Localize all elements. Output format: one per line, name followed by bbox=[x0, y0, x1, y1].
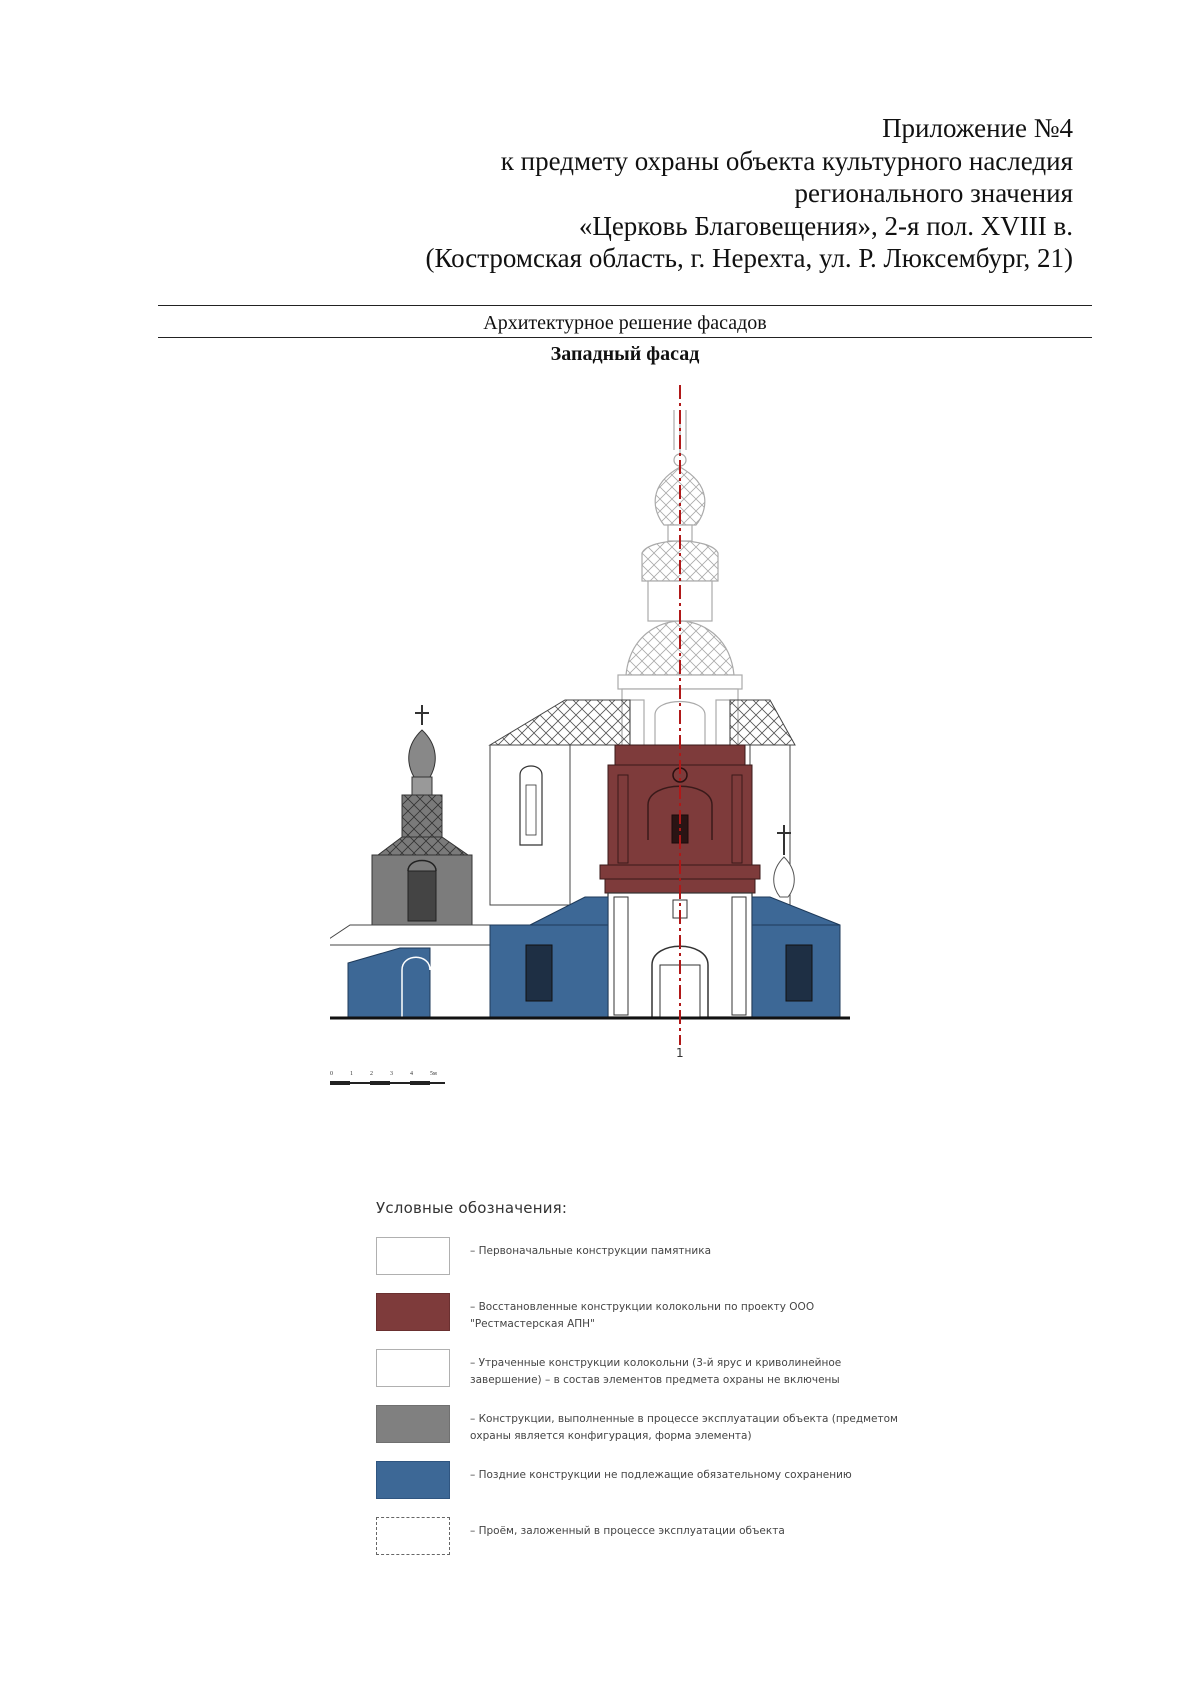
axis-label: 1 bbox=[676, 1046, 684, 1060]
scale-tick: 5м bbox=[430, 1071, 437, 1077]
facade-title: Западный фасад bbox=[550, 343, 700, 365]
facade-drawing bbox=[330, 385, 930, 1145]
scale-tick: 1 bbox=[350, 1071, 353, 1077]
legend bbox=[300, 1175, 940, 1575]
bottom-rule bbox=[158, 337, 1092, 338]
legend-text: – Проём, заложенный в процессе эксплуатации объекта bbox=[470, 1525, 785, 1537]
legend-text: – Первоначальные конструкции памятника bbox=[470, 1245, 712, 1257]
legend-item bbox=[376, 1461, 936, 1501]
legend-text: – Поздние конструкции не подлежащие обязательному сохранению bbox=[470, 1469, 852, 1481]
document-header bbox=[425, 112, 1073, 275]
top-rule bbox=[158, 305, 1092, 306]
legend-swatch-dashed bbox=[376, 1517, 450, 1555]
header-line: к предмету охраны объекта культурного наследия bbox=[500, 145, 1073, 176]
scale-tick: 4 bbox=[410, 1071, 413, 1077]
legend-item bbox=[376, 1293, 936, 1333]
legend-text: – Утраченные конструкции колокольни (3-й ярус и криволинейное завершение) – в состав элементов предмета охраны не включены bbox=[470, 1357, 842, 1386]
scale-bar bbox=[330, 1071, 445, 1085]
legend-swatch bbox=[376, 1293, 450, 1331]
header-line: регионального значения bbox=[794, 178, 1073, 208]
legend-item bbox=[376, 1405, 936, 1445]
legend-swatch bbox=[376, 1237, 450, 1275]
header-line: (Костромская область, г. Нерехта, ул. Р. Люксембург, 21) bbox=[425, 243, 1073, 273]
header-line: «Церковь Благовещения», 2-я пол. XVIII в. bbox=[578, 210, 1073, 241]
legend-item bbox=[376, 1349, 936, 1389]
legend-text: – Восстановленные конструкции колокольни по проекту ООО "Рестмастерская АПН" bbox=[470, 1301, 815, 1330]
legend-swatch bbox=[376, 1461, 450, 1499]
scale-tick: 0 bbox=[330, 1071, 333, 1077]
section-title: Архитектурное решение фасадов bbox=[483, 312, 767, 334]
legend-text: – Конструкции, выполненные в процессе эксплуатации объекта (предметом охраны является конфигурация, форма элемента) bbox=[470, 1413, 898, 1442]
gray-chapel bbox=[372, 705, 472, 925]
legend-item bbox=[376, 1517, 936, 1557]
main-roof bbox=[490, 700, 630, 745]
legend-swatch bbox=[376, 1405, 450, 1443]
legend-title: Условные обозначения: bbox=[376, 1199, 568, 1217]
legend-item bbox=[376, 1237, 936, 1277]
legend-swatch bbox=[376, 1349, 450, 1387]
scale-tick: 2 bbox=[370, 1071, 373, 1077]
header-line: Приложение №4 bbox=[882, 113, 1073, 143]
scale-tick: 3 bbox=[390, 1071, 393, 1077]
